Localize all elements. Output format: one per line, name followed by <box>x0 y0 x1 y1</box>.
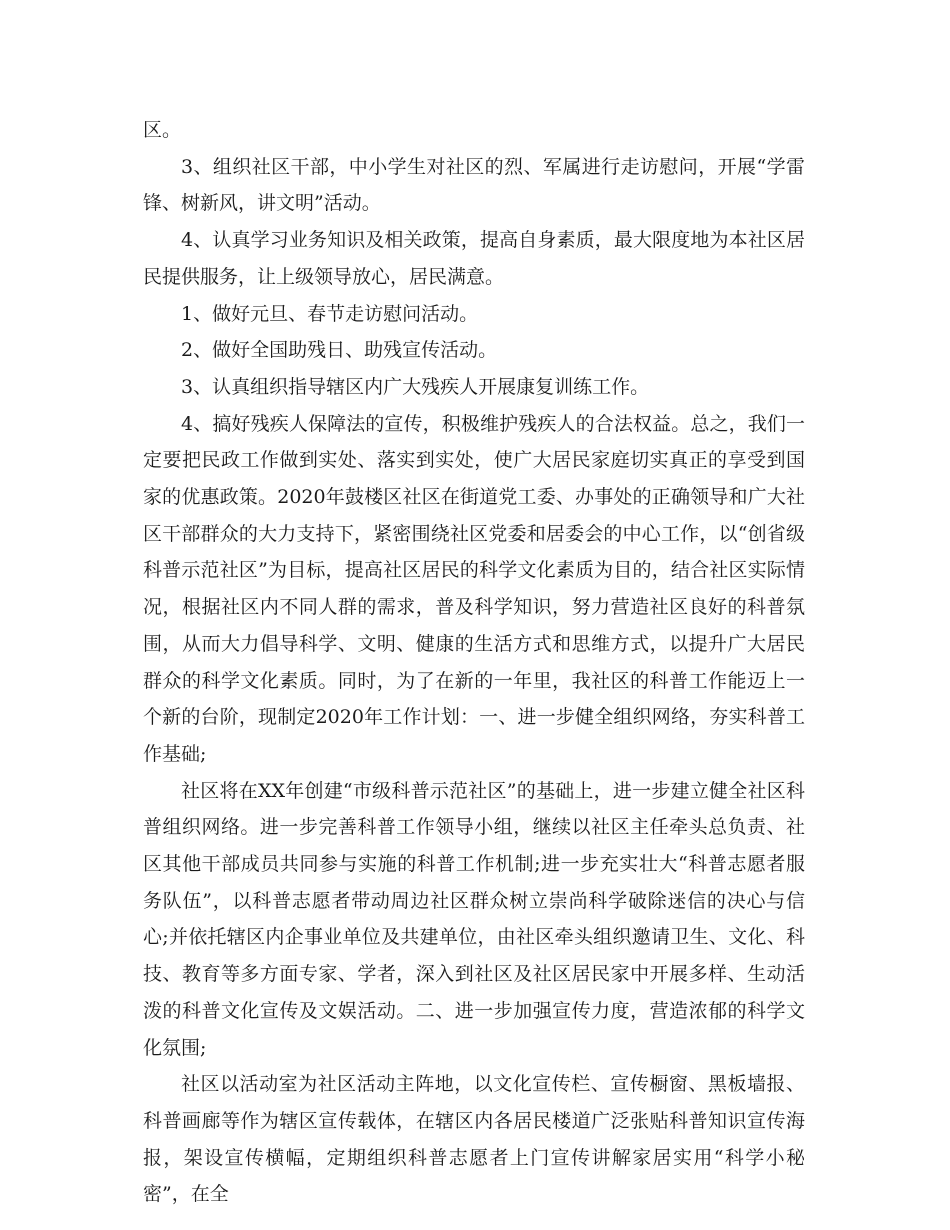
paragraph: 3、认真组织指导辖区内广大残疾人开展康复训练工作。 <box>181 375 650 398</box>
paragraph: 社区以活动室为社区活动主阵地，以文化宣传栏、宣传橱窗、黑板墙报、科普画廊等作为辖区宣传载体，在辖区内各居民楼道广泛张贴科普知识宣传海报，架设宣传横幅，定期组织科普志愿者上门宣传讲解家居实用“科学小秘密”，在全 <box>143 1073 805 1206</box>
paragraph: 4、认真学习业务知识及相关政策，提高自身素质，最大限度地为本社区居民提供服务，让上级领导放心，居民满意。 <box>143 229 805 288</box>
paragraph: 区。 <box>143 119 182 141</box>
paragraph: 3、组织社区干部，中小学生对社区的烈、军属进行走访慰问，开展“学雷锋、树新风，讲文明”活动。 <box>143 155 805 215</box>
document-body <box>143 112 805 1213</box>
paragraph: 社区将在XX年创建“市级科普示范社区”的基础上，进一步建立健全社区科普组织网络。进一步完善科普工作领导小组，继续以社区主任牵头总负责、社区其他干部成员共同参与实施的科普工作机制;进一步充实壮大“科普志愿者服务队伍”，以科普志愿者带动周边社区群众树立崇尚科学破除迷信的决心与信心;并依托辖区内企事业单位及共建单位，由社区牵头组织邀请卫生、文化、科技、教育等多方面专家、学者，深入到社区及社区居民家中开展多样、生动活泼的科普文化宣传及文娱活动。二、进一步加强宣传力度，营造浓郁的科学文化氛围; <box>143 779 805 1059</box>
paragraph: 4、搞好残疾人保障法的宣传，积极维护残疾人的合法权益。总之，我们一定要把民政工作做到实处、落实到实处，使广大居民家庭切实真正的享受到国家的优惠政策。2020年鼓楼区社区在街道党工委、办事处的正确领导和广大社区干部群众的大力支持下，紧密围绕社区党委和居委会的中心工作，以“创省级科普示范社区”为目标，提高社区居民的科学文化素质为目的，结合社区实际情况，根据社区内不同人群的需求，普及科学知识，努力营造社区良好的科普氛围，从而大力倡导科学、文明、健康的生活方式和思维方式，以提升广大居民群众的科学文化素质。同时，为了在新的一年里，我社区的科普工作能迈上一个新的台阶，现制定2020年工作计划：一、进一步健全组织网络，夯实科普工作基础; <box>143 412 805 765</box>
paragraph: 2、做好全国助残日、助残宣传活动。 <box>181 339 498 362</box>
paragraph: 1、做好元旦、春节走访慰问活动。 <box>181 302 479 325</box>
